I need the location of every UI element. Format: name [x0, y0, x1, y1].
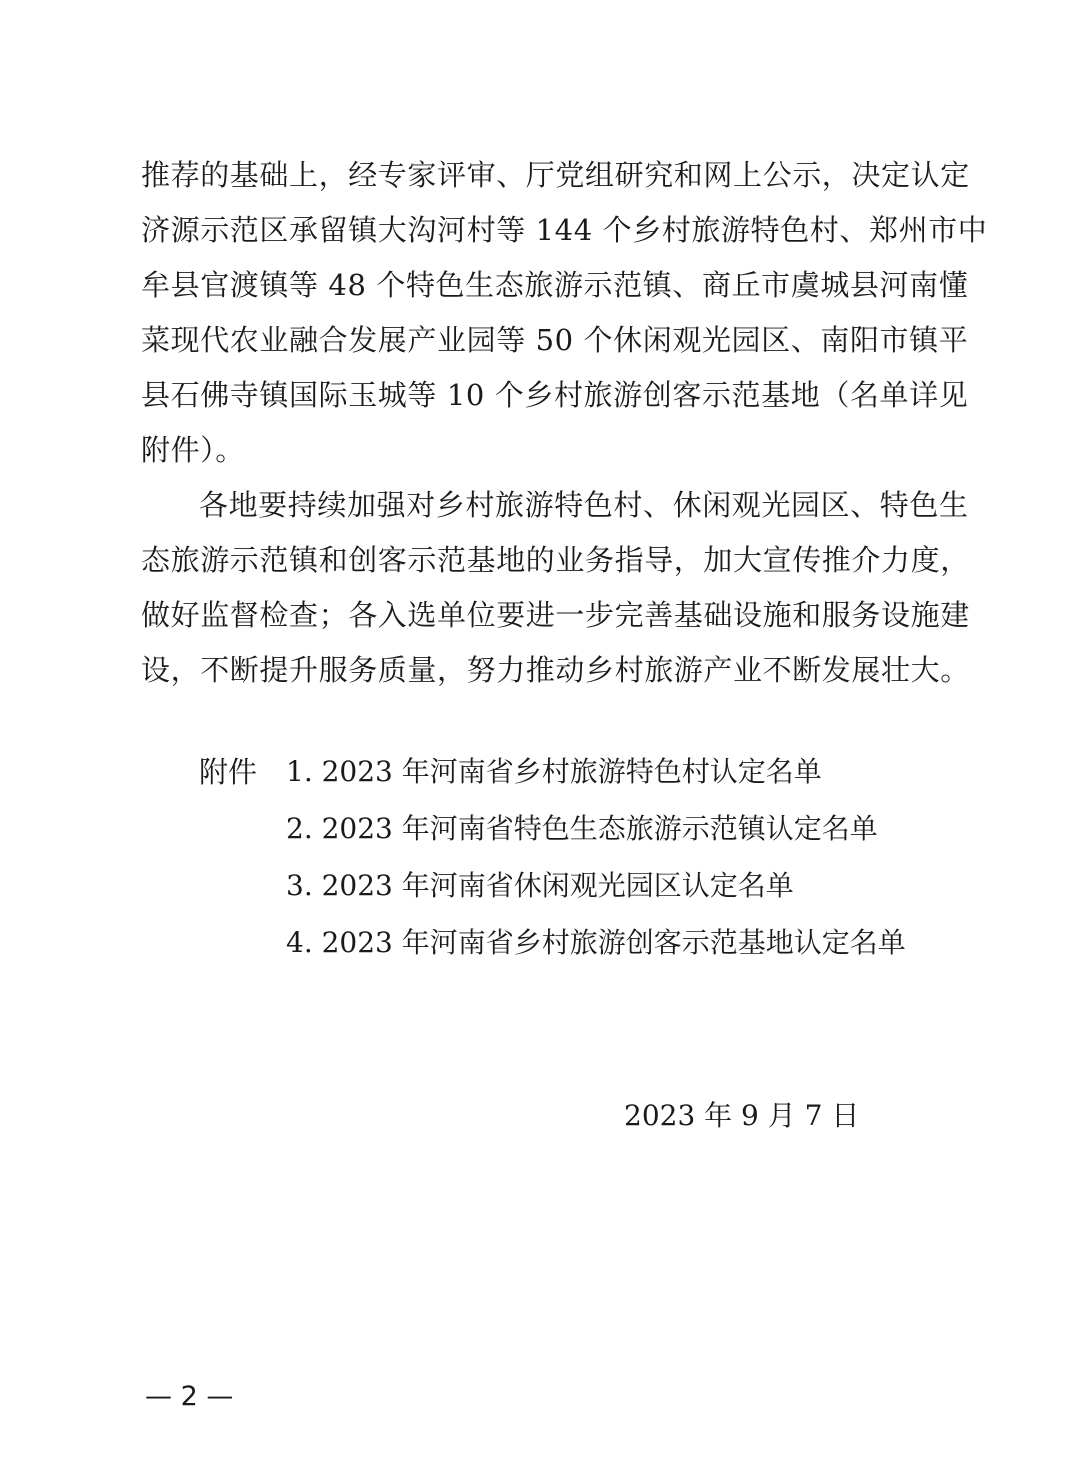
- document-date: 2023 年 9 月 7 日: [624, 1099, 860, 1132]
- attachment-item-2: 2. 2023 年河南省特色生态旅游示范镇认定名单: [286, 812, 878, 845]
- paragraph-2-line-2: 态旅游示范镇和创客示范基地的业务指导，加大宣传推介力度，: [141, 543, 970, 577]
- paragraph-1-line-3: 牟县官渡镇等 48 个特色生态旅游示范镇、商丘市虞城县河南懂: [141, 268, 969, 302]
- attachment-item-3: 3. 2023 年河南省休闲观光园区认定名单: [286, 869, 794, 902]
- attachment-item-1: 1. 2023 年河南省乡村旅游特色村认定名单: [286, 755, 822, 788]
- attachment-item-4: 4. 2023 年河南省乡村旅游创客示范基地认定名单: [286, 926, 906, 959]
- paragraph-2-line-3: 做好监督检查；各入选单位要进一步完善基础设施和服务设施建: [141, 598, 970, 632]
- paragraph-1-line-5: 县石佛寺镇国际玉城等 10 个乡村旅游创客示范基地（名单详见: [141, 378, 969, 412]
- attachments-label: 附件: [199, 755, 258, 789]
- paragraph-1-line-4: 菜现代农业融合发展产业园等 50 个休闲观光园区、南阳市镇平: [141, 323, 969, 357]
- page-number: — 2 —: [145, 1381, 234, 1412]
- paragraph-2-line-1: 各地要持续加强对乡村旅游特色村、休闲观光园区、特色生: [199, 488, 969, 522]
- paragraph-1-line-1: 推荐的基础上，经专家评审、厅党组研究和网上公示，决定认定: [141, 158, 970, 192]
- paragraph-1-line-2: 济源示范区承留镇大沟河村等 144 个乡村旅游特色村、郑州市中: [141, 213, 988, 247]
- paragraph-2-line-4: 设，不断提升服务质量，努力推动乡村旅游产业不断发展壮大。: [141, 653, 970, 687]
- paragraph-1-line-6: 附件）。: [141, 433, 245, 467]
